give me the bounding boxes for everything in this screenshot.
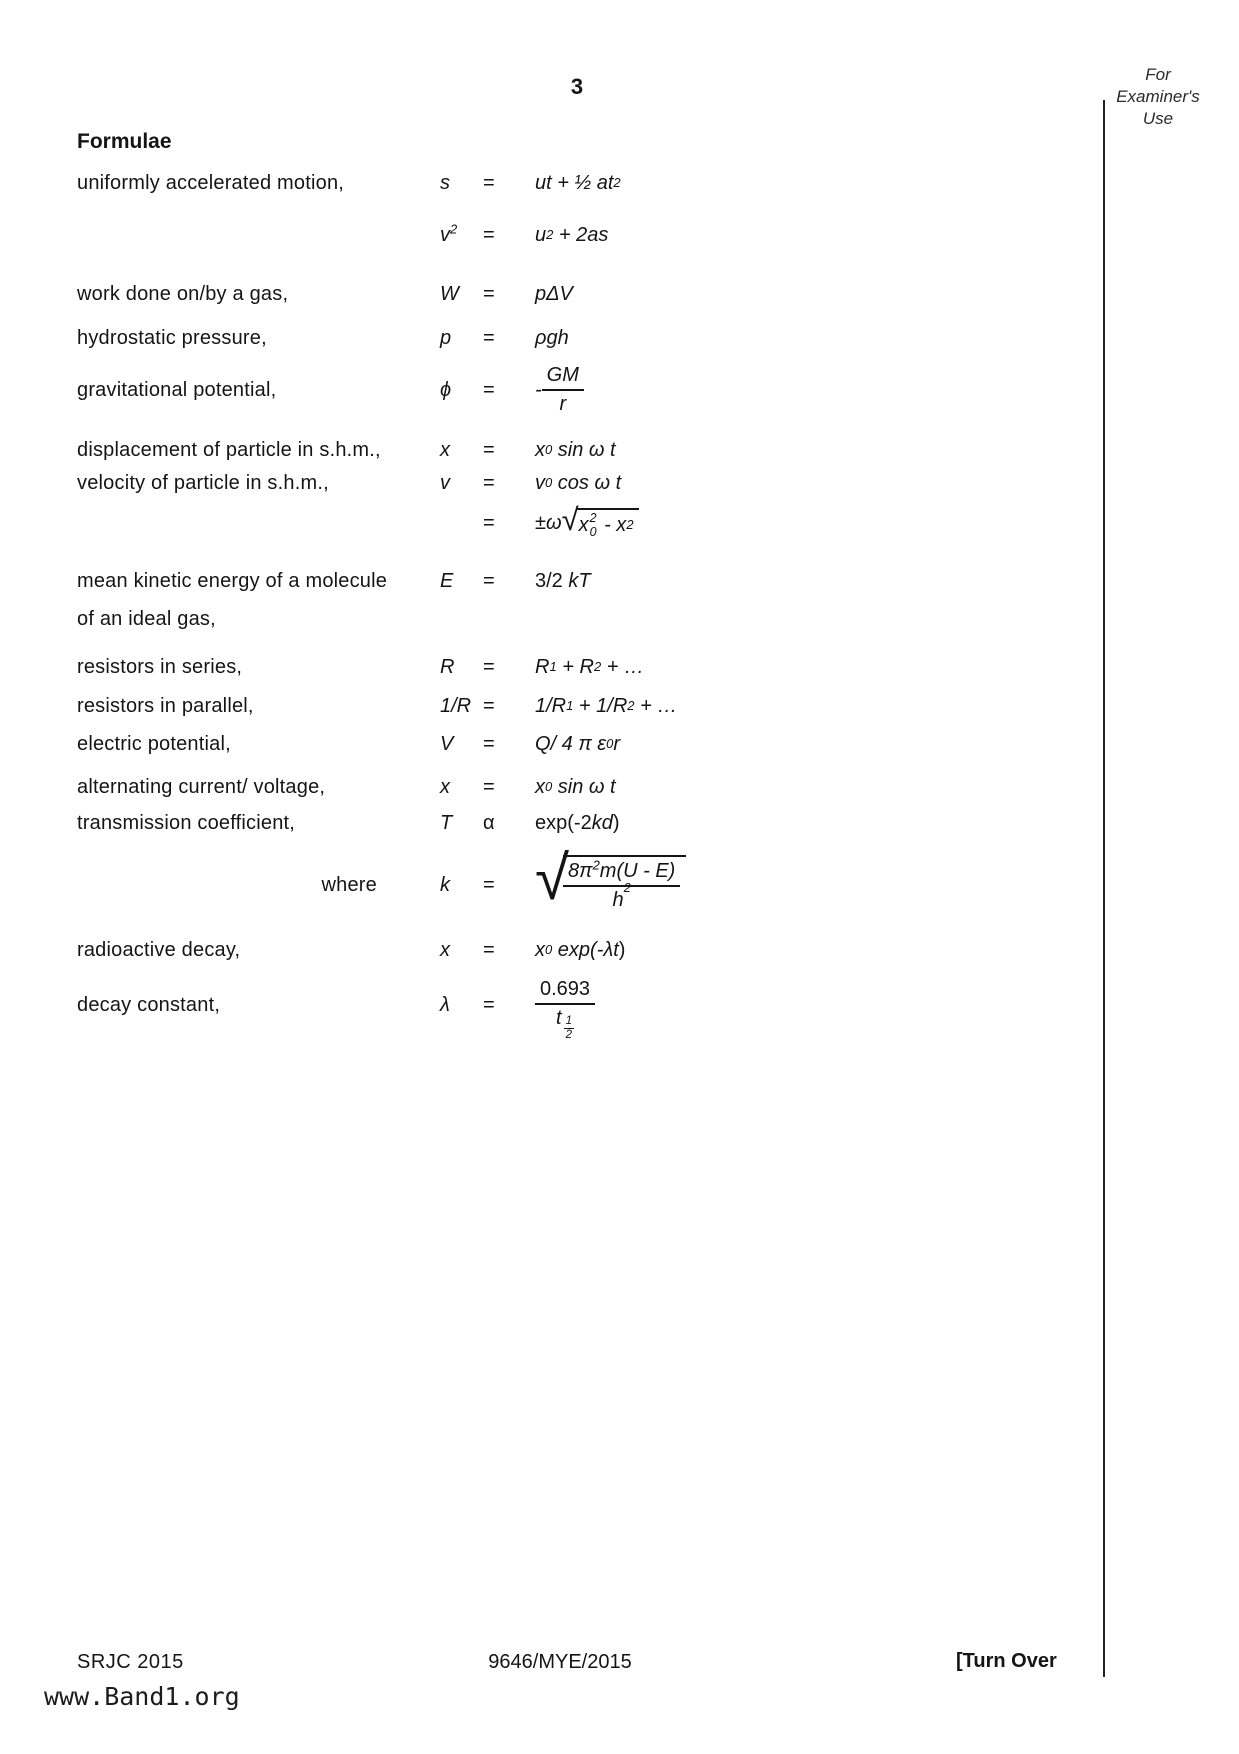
formula-symbol xyxy=(440,220,483,247)
radicand: x 2 0 - x 2 xyxy=(577,508,639,539)
expr-part: r xyxy=(613,732,620,755)
expr-part: m(U - E) xyxy=(599,860,676,882)
subscript: 0 xyxy=(589,525,597,539)
fraction-numerator: 0.693 xyxy=(535,977,595,1005)
mini-fraction-denominator: 2 xyxy=(565,1029,573,1041)
formula-label: work done on/by a gas, xyxy=(77,282,289,305)
expr-part: v xyxy=(535,471,545,494)
formula-symbol: T xyxy=(440,811,453,834)
expr-part: kT xyxy=(568,569,591,592)
formula-row xyxy=(77,220,608,250)
expr-part: R xyxy=(535,655,550,678)
examiner-line-3: Use xyxy=(1142,109,1174,129)
examiner-line-2: Examiner's xyxy=(1116,87,1200,107)
formula-expression: ut + ½ at 2 xyxy=(535,171,621,194)
expr-part: + … xyxy=(601,655,644,678)
formula-row xyxy=(77,279,573,309)
formula-label: uniformly accelerated motion, xyxy=(77,171,345,194)
equals-sign: = xyxy=(483,378,495,401)
expr-part: sin ω t xyxy=(552,775,616,798)
expr-part: + R xyxy=(556,655,594,678)
formula-expression xyxy=(525,283,573,306)
formula-label: displacement of particle in s.h.m., xyxy=(77,438,381,461)
formula-label: resistors in series, xyxy=(77,655,243,678)
formula-symbol: ϕ xyxy=(440,378,452,401)
footer-school-year: SRJC 2015 xyxy=(77,1651,184,1673)
formula-expression: u 2 + 2as xyxy=(535,223,609,246)
formula-row xyxy=(77,652,644,682)
equals-sign: = xyxy=(483,993,495,1016)
formula-row xyxy=(77,844,686,922)
formula-label: alternating current/ voltage, xyxy=(77,775,326,798)
formula-expression xyxy=(525,812,620,835)
examiner-use-note xyxy=(1106,64,1210,130)
formula-row xyxy=(77,729,620,759)
equals-sign: = xyxy=(483,326,495,349)
formula-row xyxy=(77,566,591,596)
formula-label: hydrostatic pressure, xyxy=(77,326,267,349)
superscript: 2 xyxy=(450,220,458,236)
examiner-line-1: For xyxy=(1145,65,1171,84)
radical-sign: √ xyxy=(535,844,570,913)
formula-label: radioactive decay, xyxy=(77,938,241,961)
equals-sign: = xyxy=(483,694,495,717)
fraction-denominator xyxy=(556,1005,574,1041)
formula-label: where xyxy=(321,873,377,896)
expr-part: ρgh xyxy=(535,326,569,349)
formula-row xyxy=(77,435,616,465)
expr-part: u xyxy=(535,223,547,246)
fraction-denominator: r xyxy=(559,393,567,415)
expr-part: 1/R xyxy=(535,694,567,717)
expr-part: + 1/R xyxy=(573,694,628,717)
square-root xyxy=(561,501,639,539)
equals-sign: = xyxy=(483,471,495,494)
formula-label: transmission coefficient, xyxy=(77,811,296,834)
symbol-base: v xyxy=(440,223,450,246)
expr-part: x xyxy=(535,775,545,798)
equals-sign: = xyxy=(483,171,495,194)
formula-expression: R 1 + R 2 + … xyxy=(535,655,644,678)
formula-row xyxy=(77,468,621,498)
equals-sign: = xyxy=(483,938,495,961)
expr-part: kd xyxy=(591,811,613,834)
formula-label: electric potential, xyxy=(77,732,231,755)
formulae-heading: Formulae xyxy=(77,130,172,153)
formula-row xyxy=(77,691,677,721)
fraction-numerator xyxy=(563,859,680,887)
formula-symbol: E xyxy=(440,569,454,592)
formula-symbol: k xyxy=(440,873,450,896)
expr-part: + … xyxy=(634,694,678,717)
formula-symbol: s xyxy=(440,171,450,194)
formula-symbol: x xyxy=(440,938,450,961)
footer-paper-code: 9646/MYE/2015 xyxy=(488,1651,632,1673)
watermark-url: www.Band1.org xyxy=(44,1682,240,1711)
formula-row xyxy=(77,499,639,547)
formula-expression: 1/R 1 + 1/R 2 + … xyxy=(535,694,678,717)
formula-label: resistors in parallel, xyxy=(77,694,254,717)
equals-sign: = xyxy=(483,775,495,798)
formula-symbol: V xyxy=(440,732,454,755)
footer-turn-over: [Turn Over xyxy=(956,1650,1057,1672)
superscript: 2 xyxy=(589,510,597,525)
formula-expression: Q/ 4 π ε 0 r xyxy=(535,732,620,755)
formula-expression xyxy=(525,570,591,593)
expr-part: ut + ½ at xyxy=(535,171,614,194)
expr-part: - x xyxy=(598,513,627,536)
fraction xyxy=(542,363,584,417)
formula-row xyxy=(77,960,595,1050)
formula-label: velocity of particle in s.h.m., xyxy=(77,471,329,494)
equals-sign: = xyxy=(483,282,495,305)
expr-part: pΔV xyxy=(535,282,573,305)
fraction-numerator: GM xyxy=(542,363,584,391)
formula-expression: x 0 sin ω t xyxy=(535,775,616,798)
equals-sign: = xyxy=(483,732,495,755)
equals-sign: = xyxy=(483,655,495,678)
radical-sign: √ xyxy=(561,501,579,537)
formula-row xyxy=(77,808,620,838)
formula-row xyxy=(77,323,569,353)
expr-part: cos ω t xyxy=(552,471,622,494)
formula-symbol: R xyxy=(440,655,455,678)
formula-expression xyxy=(525,977,595,1041)
sub-sup-stack xyxy=(590,512,597,539)
equals-sign: = xyxy=(483,569,495,592)
formula-symbol: p xyxy=(440,326,452,349)
formula-symbol: λ xyxy=(440,993,450,1016)
expr-part: x xyxy=(578,513,589,536)
minus-sign: - xyxy=(535,378,542,401)
formula-expression xyxy=(525,844,686,916)
expr-part: sin ω t xyxy=(552,438,616,461)
fraction-denominator: h 2 xyxy=(612,880,631,911)
mini-fraction-numerator: 1 xyxy=(564,1015,574,1029)
formula-expression: x 0 exp(-λ t ) xyxy=(535,938,626,961)
formula-expression: v 0 cos ω t xyxy=(535,471,622,494)
formula-label: mean kinetic energy of a molecule xyxy=(77,569,388,592)
expr-part: x xyxy=(535,938,545,961)
formula-symbol: W xyxy=(440,282,459,305)
expr-part: t xyxy=(613,938,619,961)
formula-symbol: v xyxy=(440,471,450,494)
equals-sign: = xyxy=(483,223,495,246)
expr-part: h xyxy=(612,889,624,911)
page-number: 3 xyxy=(570,74,584,99)
equals-sign: = xyxy=(483,511,495,534)
expr-part: 8π xyxy=(568,860,593,882)
formula-label-continued: of an ideal gas, xyxy=(77,607,216,630)
formula-label: gravitational potential, xyxy=(77,378,277,401)
expr-part: ±ω xyxy=(535,511,562,534)
formula-symbol: x xyxy=(440,438,450,461)
expr-part: exp(-2 xyxy=(535,811,592,834)
radicand xyxy=(563,855,686,913)
formula-symbol: 1/R xyxy=(440,694,472,717)
square-root xyxy=(535,844,686,916)
formula-expression xyxy=(525,327,569,350)
half-life-subscript xyxy=(564,1015,574,1042)
superscript: 2 xyxy=(592,857,600,873)
formula-row xyxy=(77,604,440,634)
expr-part: + 2as xyxy=(553,223,609,246)
formula-row xyxy=(77,360,584,420)
equals-sign: = xyxy=(483,873,495,896)
equals-sign: = xyxy=(483,438,495,461)
formula-row xyxy=(77,772,616,802)
formula-symbol: x xyxy=(440,775,450,798)
formula-expression xyxy=(525,501,639,539)
expr-part: x xyxy=(535,438,545,461)
expr-part: exp(-λ xyxy=(552,938,614,961)
fraction xyxy=(535,977,595,1041)
expr-part: 3/2 xyxy=(535,569,569,592)
examiner-column-rule xyxy=(1103,100,1105,1677)
expr-part: Q/ 4 π ε xyxy=(535,732,607,755)
expr-part: ) xyxy=(618,938,626,961)
formula-row xyxy=(77,168,621,198)
formula-expression: x 0 sin ω t xyxy=(535,438,616,461)
expr-part: ) xyxy=(612,811,620,834)
proportional-sign: α xyxy=(483,811,495,834)
formula-label: decay constant, xyxy=(77,993,221,1016)
formula-expression xyxy=(525,363,584,417)
expr-part: t xyxy=(556,1006,562,1029)
fraction xyxy=(563,859,680,913)
